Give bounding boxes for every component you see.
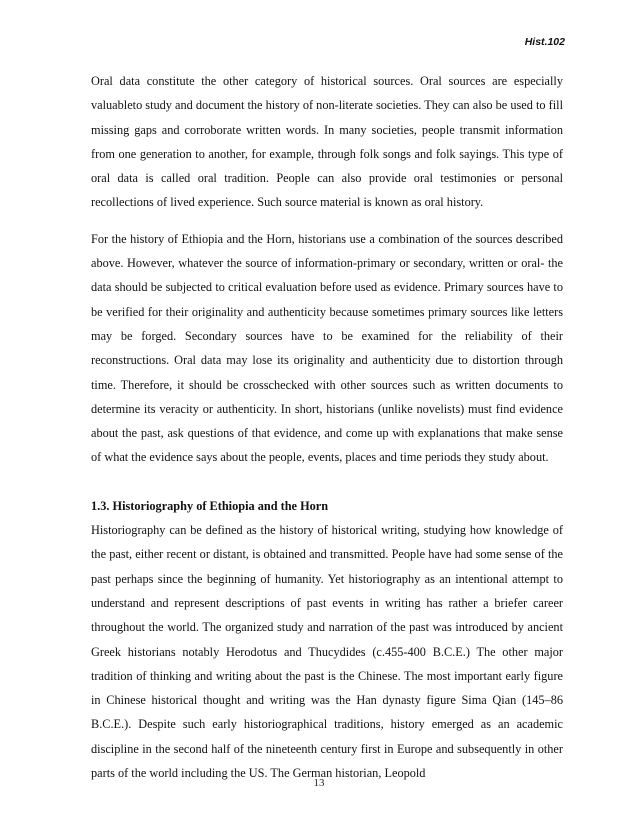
paragraph-oral-data: Oral data constitute the other category of historical sources. Oral sources are especially valuableto study and document the history of non-literate societies. They can also be used to fill missing gaps and corroborate written words. In many societies, people transmit information from one generation to another, for example, through folk songs and folk sayings. This type of oral data is called oral tradition. People can also provide oral testimonies or personal recollections of lived experience. Such source material is known as oral history. (91, 74, 563, 210)
page-content (91, 69, 563, 785)
paragraph-historiography: Historiography can be defined as the history of historical writing, studying how knowledge of the past, either recent or distant, is obtained and transmitted. People have had some sense of the past perhaps since the beginning of humanity. Yet historiography as an intentional attempt to understand and represent descriptions of past events in writing has rather a briefer career throughout the world. The organized study and narration of the past was introduced by ancient Greek historians notably Herodotus and Thucydides (c.455-400 B.C.E.) The other major tradition of thinking and writing about the past is the Chinese. The most important early figure in Chinese historical thought and writing was the Han dynasty figure Sima Qian (145–86 B.C.E.). Despite such early historiographical traditions, history emerged as an academic discipline in the second half of the nineteenth century first in Europe and subsequently in other parts of the world including the US. The German historian, Leopold (91, 523, 563, 781)
running-header: Hist.102 (524, 36, 565, 48)
paragraph-ethiopia-sources: For the history of Ethiopia and the Horn, historians use a combination of the sources described above. However, whatever the source of information-primary or secondary, written or oral- the data should be subjected to critical evaluation before used as evidence. Primary sources have to be verified for their originality and authenticity because sometimes primary sources like letters may be forged. Secondary sources have to be examined for the reliability of their reconstructions. Oral data may lose its originality and authenticity due to distortion through time. Therefore, it should be crosschecked with other sources such as written documents to determine its veracity or authenticity. In short, historians (unlike novelists) must find evidence about the past, ask questions of that evidence, and come up with explanations that make sense of what the evidence says about the people, events, places and time periods they study about. (91, 231, 563, 465)
page-number: 13 (313, 777, 325, 789)
section-heading: 1.3. Historiography of Ethiopia and the Horn (91, 498, 329, 513)
